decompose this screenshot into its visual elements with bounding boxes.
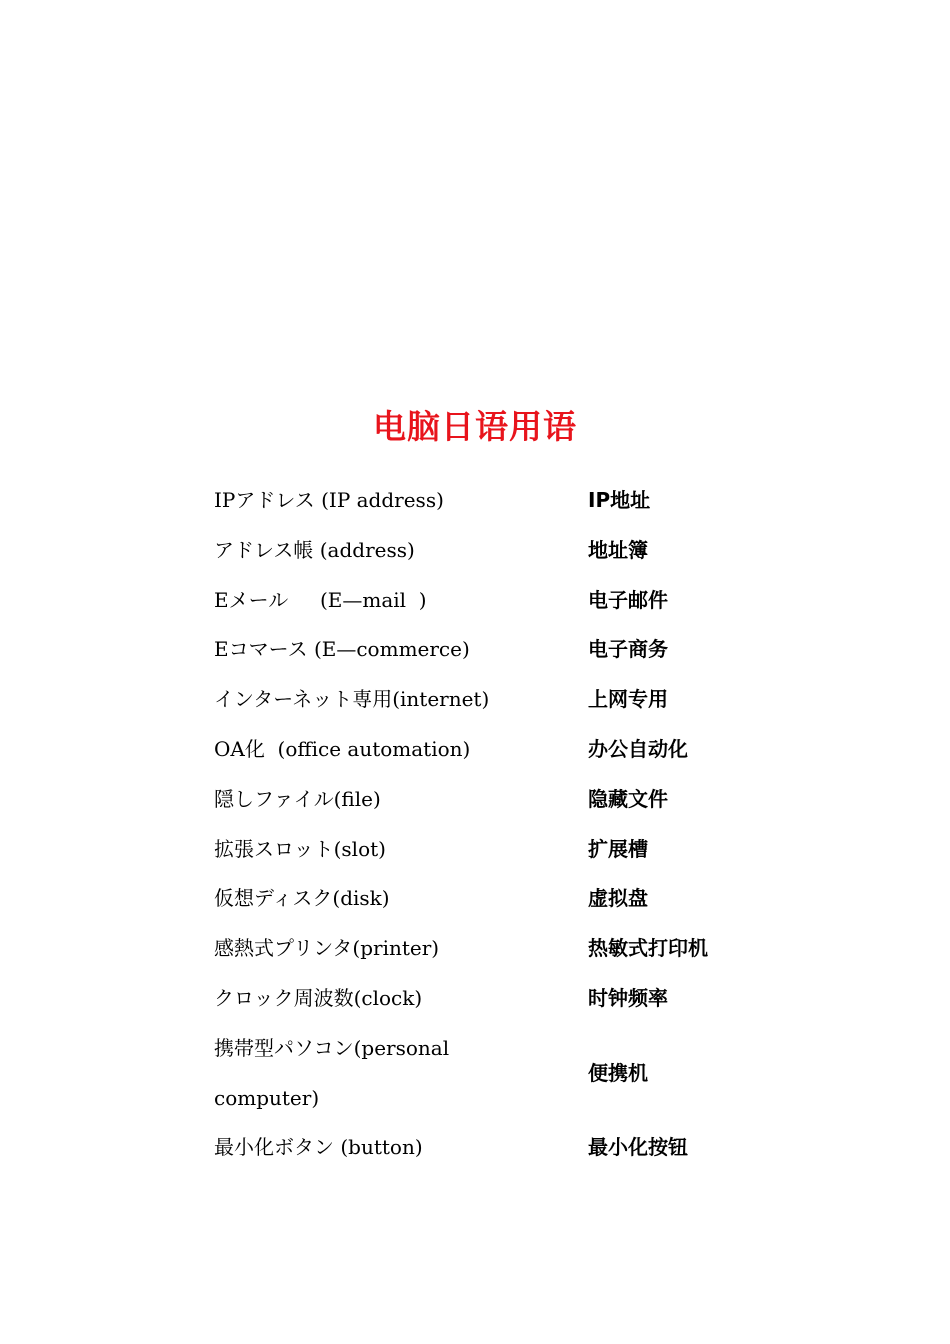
- table-row: [214, 625, 788, 675]
- document-title: 电脑日语用语: [373, 407, 577, 446]
- japanese-term: Eコマース (E—commerce): [214, 637, 470, 662]
- japanese-term: 隠しファイル(file): [214, 786, 381, 811]
- chinese-term: 时钟频率: [588, 985, 668, 1010]
- table-row: [214, 1123, 788, 1173]
- chinese-term: 上网专用: [588, 687, 668, 712]
- table-row: [214, 825, 788, 875]
- japanese-term: インターネット専用(internet): [214, 687, 490, 712]
- chinese-term: 虚拟盘: [588, 886, 648, 911]
- table-row: [214, 476, 788, 526]
- japanese-term: 最小化ボタン (button): [214, 1135, 423, 1160]
- table-row: [214, 775, 788, 825]
- table-row: [214, 974, 788, 1024]
- japanese-term: 携帯型パソコン(personal computer): [214, 1035, 450, 1110]
- japanese-term: IPアドレス (IP address): [214, 488, 444, 512]
- chinese-term: 电子商务: [588, 637, 668, 662]
- table-row: [214, 526, 788, 576]
- table-row: [214, 874, 788, 924]
- chinese-term: 地址簿: [588, 537, 648, 562]
- japanese-term: クロック周波数(clock): [214, 985, 423, 1010]
- table-row: [214, 576, 788, 626]
- table-row: [214, 725, 788, 775]
- chinese-term: 最小化按钮: [588, 1135, 688, 1160]
- chinese-term: 办公自动化: [588, 736, 688, 761]
- japanese-term: 感熱式プリンタ(printer): [214, 936, 440, 961]
- japanese-term: アドレス帳 (address): [214, 537, 415, 562]
- chinese-term: 隐藏文件: [588, 786, 668, 811]
- japanese-term: OA化 (office automation): [214, 736, 471, 761]
- vocabulary-table: [214, 476, 788, 1173]
- chinese-term: IP地址: [588, 488, 651, 512]
- japanese-term: 仮想ディスク(disk): [214, 886, 390, 911]
- chinese-term: 扩展槽: [588, 836, 648, 861]
- japanese-term: Eメール (E—mail ): [214, 587, 427, 612]
- table-row: [214, 924, 788, 974]
- chinese-term: 热敏式打印机: [588, 936, 708, 961]
- table-row: [214, 1024, 788, 1124]
- chinese-term: 便携机: [588, 1060, 648, 1085]
- table-row: [214, 675, 788, 725]
- japanese-term: 拡張スロット(slot): [214, 836, 386, 861]
- chinese-term: 电子邮件: [588, 587, 668, 612]
